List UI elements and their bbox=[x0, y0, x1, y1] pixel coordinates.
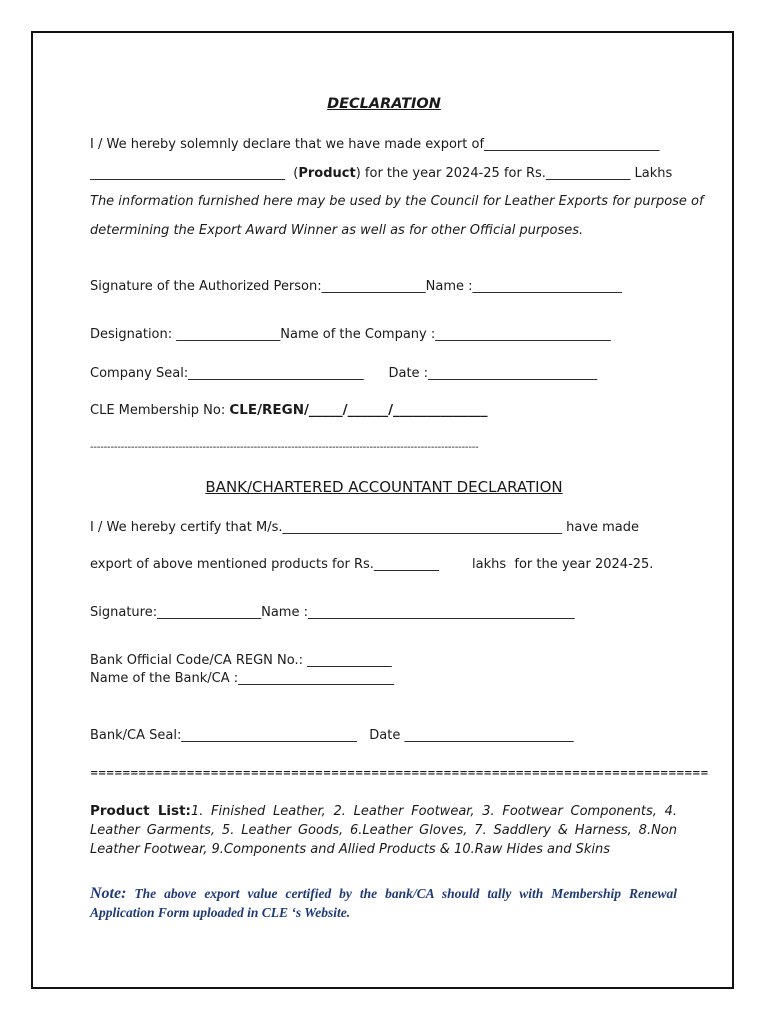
bank-code-line: Bank Official Code/CA REGN No.: _____________ bbox=[90, 653, 392, 668]
section-separator-equals: ============================================================================= bbox=[90, 768, 709, 779]
membership-label: CLE Membership No: bbox=[90, 403, 230, 418]
product-list-text: 1. Finished Leather, 2. Leather Footwear, 3. Footwear Components, 4. Leather Garments, 5. Leather Goods, 6.Leather Gloves, 7. Saddlery & Harness, 8.Non Leather Footwear, 9.Components and Allied Products & 10.Raw Hides and Skins bbox=[90, 804, 677, 857]
membership-line bbox=[90, 402, 488, 419]
product-list bbox=[90, 802, 677, 859]
section-separator-dashes: ------------------------------------------------------------------------------------------------------------------ bbox=[90, 442, 479, 453]
bank-signature-line: Signature:________________Name :_________________________________________ bbox=[90, 605, 575, 620]
product-list-label: Product List: bbox=[90, 803, 191, 819]
bank-line-2: export of above mentioned products for Rs.__________ lakhs for the year 2024-25. bbox=[90, 557, 654, 572]
designation-line: Designation: ________________Name of the Company :___________________________ bbox=[90, 327, 611, 342]
declaration-line-4: determining the Export Award Winner as well as for other Official purposes. bbox=[90, 223, 584, 238]
line2-pre: ______________________________ ( bbox=[90, 166, 299, 181]
product-label: Product bbox=[298, 166, 356, 181]
company-seal-line: Company Seal:___________________________ Date :__________________________ bbox=[90, 366, 598, 381]
declaration-title: DECLARATION bbox=[327, 96, 441, 112]
bank-name-line: Name of the Bank/CA :________________________ bbox=[90, 671, 395, 686]
declaration-line-1: I / We hereby solemnly declare that we have made export of___________________________ bbox=[90, 137, 660, 152]
bank-declaration-title: BANK/CHARTERED ACCOUNTANT DECLARATION bbox=[205, 478, 563, 496]
note-label: Note: bbox=[90, 885, 127, 902]
note-text: The above export value certified by the bank/CA should tally with Membership Renewal Application Form uploaded in CLE ‘s Website. bbox=[90, 886, 677, 920]
note bbox=[90, 884, 677, 922]
authorized-signature-line: Signature of the Authorized Person:________________Name :_______________________ bbox=[90, 279, 622, 294]
bank-line-1: I / We hereby certify that M/s.___________________________________________ have made bbox=[90, 520, 640, 535]
declaration-line-2 bbox=[90, 166, 672, 182]
membership-value: CLE/REGN/_____/______/______________ bbox=[229, 402, 488, 418]
bank-seal-line: Bank/CA Seal:___________________________ Date __________________________ bbox=[90, 728, 574, 743]
line2-post: ) for the year 2024-25 for Rs._____________ Lakhs bbox=[355, 166, 673, 181]
declaration-line-3: The information furnished here may be used by the Council for Leather Exports for purpose of bbox=[90, 194, 704, 209]
